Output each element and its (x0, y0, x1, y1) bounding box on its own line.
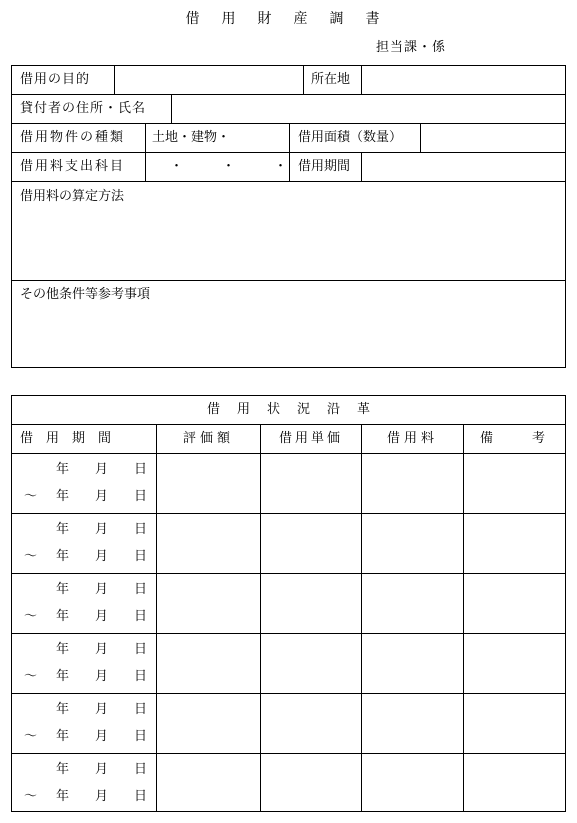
unit-price-cell[interactable] (261, 574, 360, 632)
valuation-cell[interactable] (157, 574, 259, 632)
period-from: 年 月 日 (56, 582, 148, 597)
remarks-cell[interactable] (464, 754, 565, 812)
purpose-field[interactable] (115, 66, 302, 93)
period-to: 年 月 日 (56, 489, 148, 504)
period-to: 年 月 日 (56, 609, 148, 624)
period-label: 借用期間 (298, 159, 351, 174)
period-from: 年 月 日 (56, 642, 148, 657)
period-from: 年 月 日 (56, 702, 148, 717)
period-tilde: ～ (24, 489, 38, 504)
column-header-unit-price: 借用単価 (278, 431, 343, 446)
lender-label: 貸付者の住所・氏名 (20, 101, 147, 116)
period-tilde: ～ (24, 549, 38, 564)
remarks-cell[interactable] (464, 574, 565, 632)
location-label: 所在地 (311, 72, 351, 87)
rent-cell[interactable] (362, 514, 461, 572)
valuation-cell[interactable] (157, 634, 259, 692)
page-title: 借用財産調書 (185, 11, 402, 27)
location-field[interactable] (362, 66, 565, 93)
property-type-label: 借用物件の種類 (20, 130, 126, 145)
expense-label: 借用料支出科目 (20, 159, 126, 174)
unit-price-cell[interactable] (261, 454, 360, 512)
period-to: 年 月 日 (56, 549, 148, 564)
remarks-cell[interactable] (464, 634, 565, 692)
remarks-cell[interactable] (464, 694, 565, 752)
column-header-valuation: 評価額 (182, 431, 234, 446)
unit-price-cell[interactable] (261, 634, 360, 692)
expense-value: ・ ・ ・ (170, 159, 288, 174)
unit-price-cell[interactable] (261, 754, 360, 812)
column-header-remarks: 備 考 (480, 431, 546, 446)
period-tilde: ～ (24, 789, 38, 804)
valuation-cell[interactable] (157, 754, 259, 812)
column-header-rent: 借用料 (386, 431, 438, 446)
purpose-label: 借用の目的 (20, 72, 91, 87)
rent-cell[interactable] (362, 754, 461, 812)
property-type-value: 土地・建物・ (152, 130, 231, 145)
period-from: 年 月 日 (56, 522, 148, 537)
period-to: 年 月 日 (56, 789, 148, 804)
unit-price-cell[interactable] (261, 514, 360, 572)
unit-price-cell[interactable] (261, 694, 360, 752)
lender-field[interactable] (172, 95, 565, 122)
history-title: 借用状況沿革 (206, 402, 387, 417)
calc-method-label: 借用料の算定方法 (20, 189, 125, 204)
valuation-cell[interactable] (157, 454, 259, 512)
valuation-cell[interactable] (157, 694, 259, 752)
valuation-cell[interactable] (157, 514, 259, 572)
period-field[interactable] (362, 153, 565, 180)
remarks-cell[interactable] (464, 454, 565, 512)
column-header-period: 借 用 期 間 (20, 431, 112, 446)
remarks-cell[interactable] (464, 514, 565, 572)
period-tilde: ～ (24, 729, 38, 744)
period-to: 年 月 日 (56, 669, 148, 684)
area-field[interactable] (421, 124, 565, 151)
department-label: 担当課・係 (376, 40, 447, 55)
period-from: 年 月 日 (56, 762, 148, 777)
rent-cell[interactable] (362, 634, 461, 692)
area-label: 借用面積（数量） (298, 130, 403, 145)
rent-cell[interactable] (362, 454, 461, 512)
rent-cell[interactable] (362, 574, 461, 632)
period-from: 年 月 日 (56, 462, 148, 477)
other-conditions-label: その他条件等参考事項 (20, 287, 151, 302)
period-to: 年 月 日 (56, 729, 148, 744)
period-tilde: ～ (24, 669, 38, 684)
rent-cell[interactable] (362, 694, 461, 752)
period-tilde: ～ (24, 609, 38, 624)
